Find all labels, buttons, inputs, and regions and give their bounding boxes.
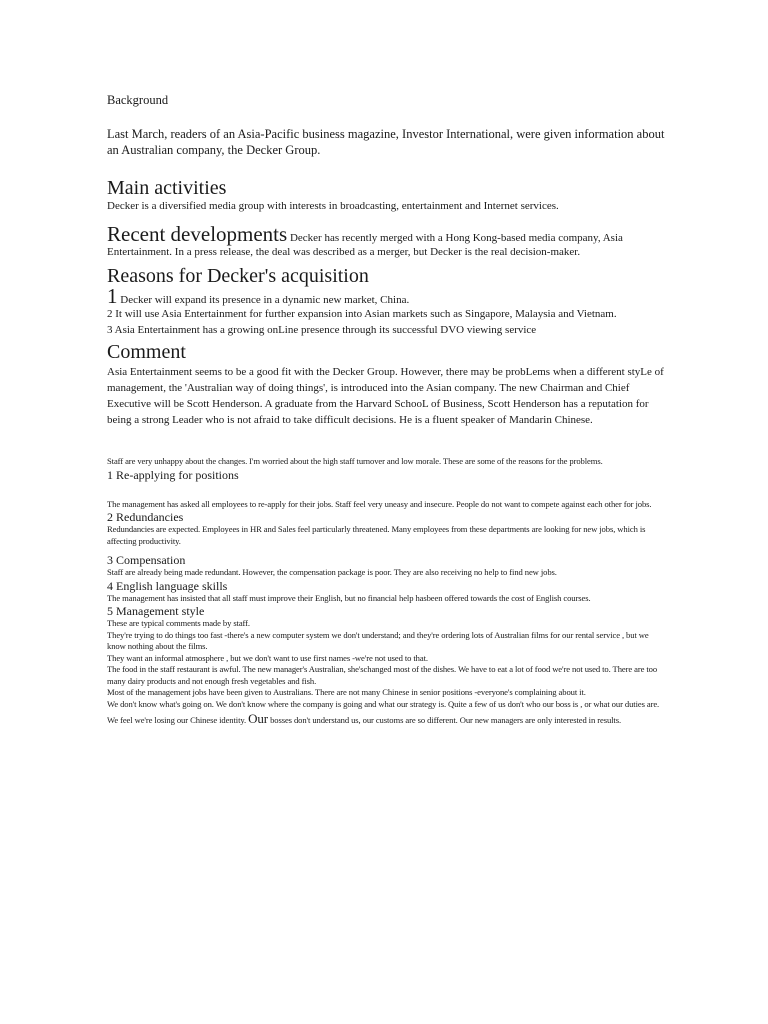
staff-comment: They're trying to do things too fast -there's a new computer system we don't understand; and they're ordering lots of Australian films for our rental service , but we know nothing about the films. [107, 629, 649, 651]
issue-4-heading: 4 English language skills [107, 578, 228, 593]
staff-comment: Most of the management jobs have been given to Australians. There are not many Chinese in senior positions -everyone's complaining about it. [107, 687, 586, 697]
intro-paragraph: Last March, readers of an Asia-Pacific business magazine, Investor International, were given information about an Australian company, the Decker Group. [107, 127, 665, 157]
issue-1-text: The management has asked all employees to re-apply for their jobs. Staff feel very uneasy and insecure. People do not want to compete against each other for jobs. [107, 498, 652, 509]
comment-text: Asia Entertainment seems to be a good fit with the Decker Group. However, there may be probLems when a different styLe of management, the 'Australian way of doing things', is introduced into the Asian company. The new Chairman and Chief Executive will be Scott Henderson. A graduate from the Harvard SchooL of Business, Scott Henderson has a reputation for being a strong Leader who is not afraid to take difficult decisions. He is a fluent speaker of Mandarin Chinese. [107, 366, 664, 426]
staff-comment: We don't know what's going on. We don't know where the company is going and what our strategy is. Quite a few of us don't who our boss is , or what our duties are. [107, 698, 660, 709]
reason-2: 2 It will use Asia Entertainment for further expansion into Asian markets such as Singapore, Malaysia and Vietnam. [107, 308, 617, 320]
issue-4-text: The management has insisted that all staff must improve their English, but no financial help hasbeen offered towards the cost of English courses. [107, 592, 591, 603]
recent-developments-text: Decker has recently merged with a Hong Kong-based media company, Asia Entertainment. In a press release, the deal was described as a merger, but Decker is the real decision-maker. [107, 232, 623, 258]
issue-3-heading: 3 Compensation [107, 553, 186, 567]
issue-1-heading: 1 Re-applying for positions [107, 467, 239, 482]
issue-2-heading: 2 Redundancies [107, 510, 184, 524]
background-heading: Background [107, 93, 169, 107]
document-page [107, 92, 667, 727]
issue-2-text: Redundancies are expected. Employees in HR and Sales feel particularly threatened. Many employees from these departments are looking for new jobs, which is affecting productivity. [107, 524, 646, 546]
recent-developments-heading: Recent developments [107, 222, 288, 246]
comment-section [107, 341, 667, 428]
issue-5-text: These are typical comments made by staff. [107, 618, 250, 628]
issue-5-heading: 5 Management style [107, 604, 205, 618]
reasons-section [107, 265, 667, 337]
comment-heading: Comment [107, 341, 186, 363]
staff-comment-last [107, 713, 667, 727]
recent-developments-section [107, 222, 667, 259]
reason-1-number: 1 [107, 284, 118, 308]
reason-1 [107, 284, 667, 308]
reason-1-text: Decker will expand its presence in a dynamic new market, China. [117, 294, 410, 306]
main-activities-heading: Main activities [107, 177, 227, 199]
staff-intro: Staff are very unhappy about the changes. I'm worried about the high staff turnover and low morale. These are some of the reasons for the problems. [107, 456, 603, 466]
last-comment-big: Our [248, 711, 269, 726]
issue-3-text: Staff are already being made redundant. However, the compensation package is poor. They are also receiving no help to find new jobs. [107, 567, 557, 577]
last-comment-post: bosses don't understand us, our customs are so different. Our new managers are only interested in results. [268, 715, 622, 725]
reason-3: 3 Asia Entertainment has a growing onLine presence through its successful DVO viewing service [107, 324, 537, 336]
reasons-heading: Reasons for Decker's acquisition [107, 265, 369, 287]
main-activities-section [107, 177, 667, 213]
last-comment-pre: We feel we're losing our Chinese identity. [107, 715, 249, 725]
main-activities-text: Decker is a diversified media group with interests in broadcasting, entertainment and Internet services. [107, 200, 559, 212]
staff-comment: They want an informal atmosphere , but we don't want to use first names -we're not used to that. [107, 652, 428, 663]
staff-comment: The food in the staff restaurant is awful. The new manager's Australian, she'schanged most of the dishes. We have to eat a lot of food we're not used to. There are too many dairy products and not enough fresh vegetables and fish. [107, 664, 658, 686]
